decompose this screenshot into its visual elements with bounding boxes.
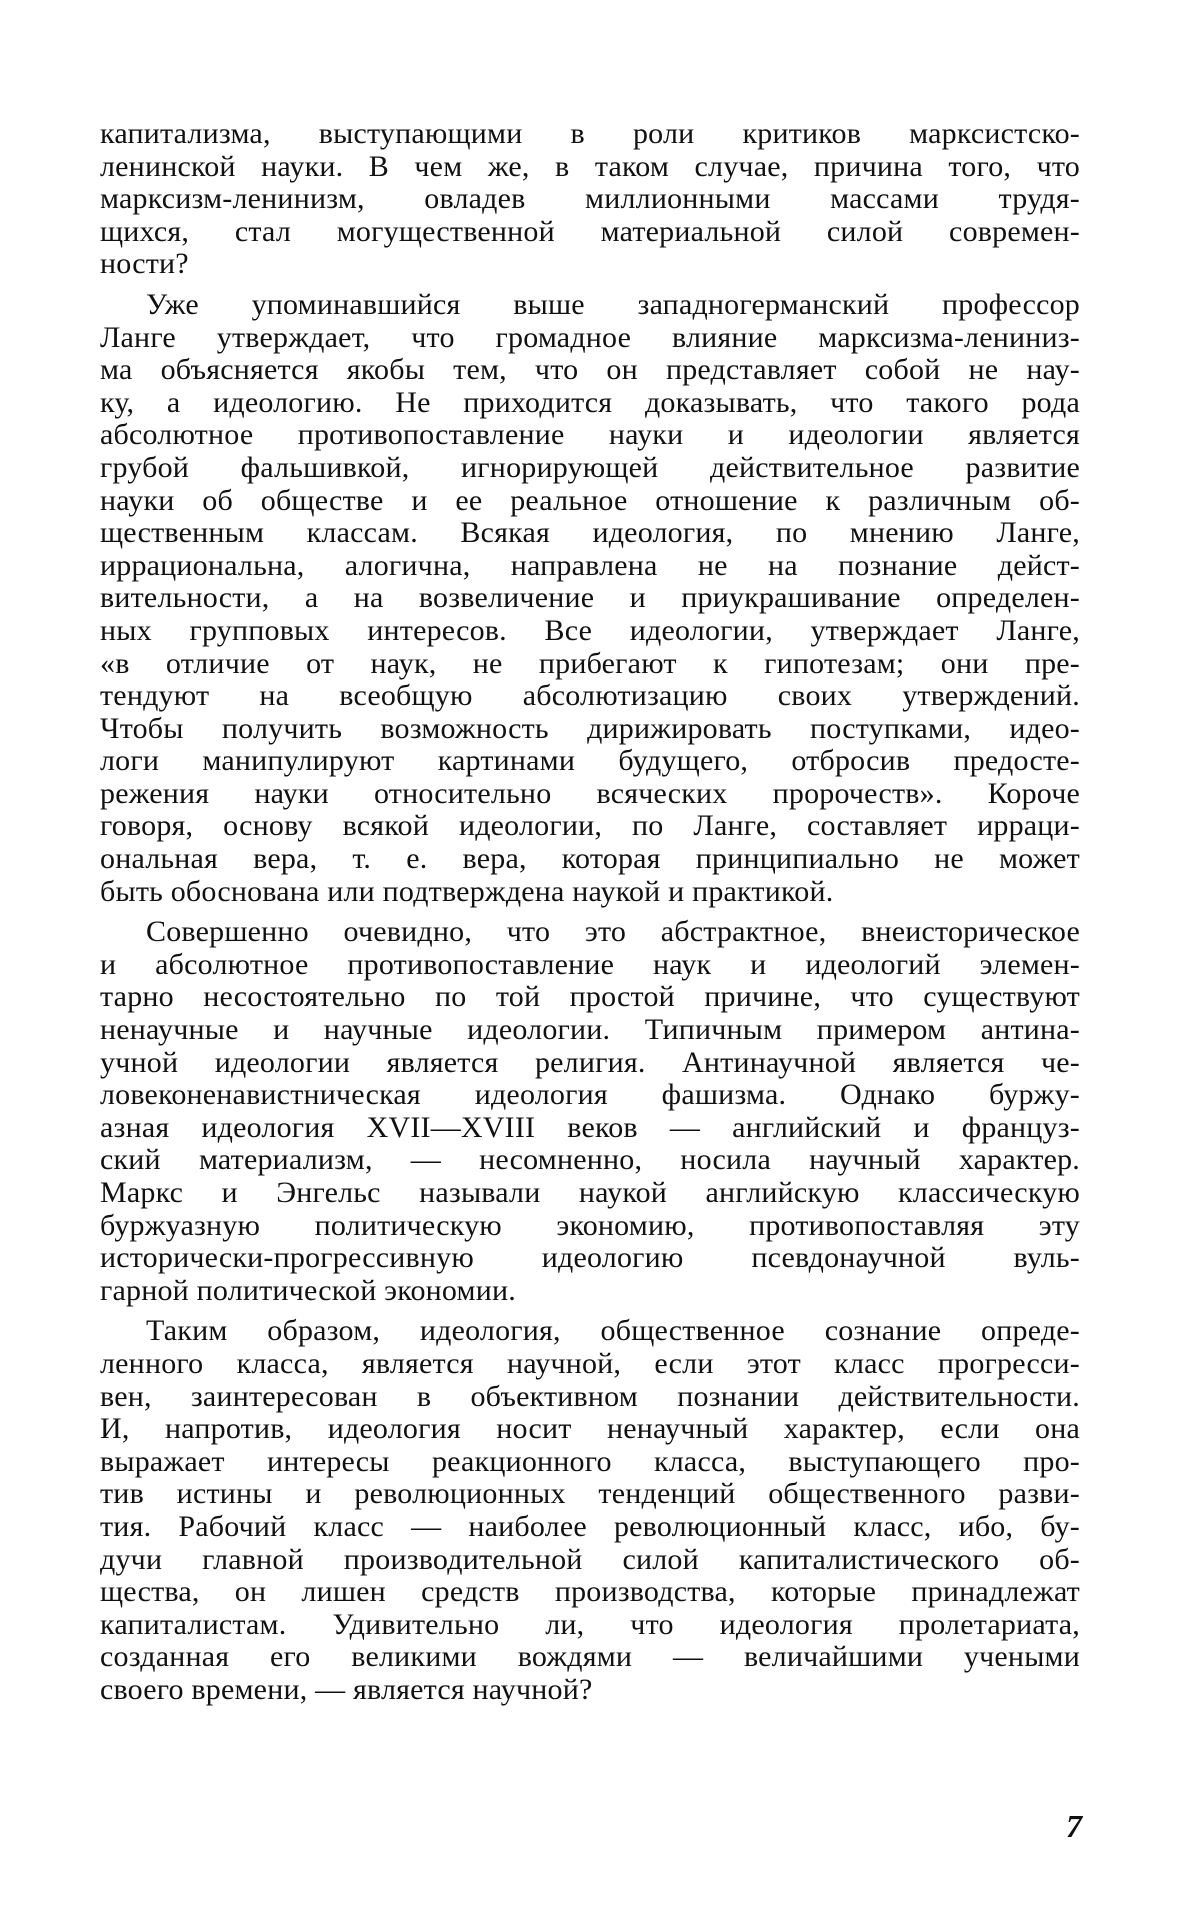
- text-line: ловеконенавистническая идеология фашизма. Однако буржу-: [100, 1078, 1080, 1112]
- text-line: науки об обществе и ее реальное отношение к различным об-: [100, 483, 1080, 517]
- text-line: созданная его великими вождями — величайшими учеными: [100, 1640, 1080, 1674]
- text-line: вен, заинтересован в объективном познании действительности.: [100, 1379, 1080, 1413]
- text-line: вительности, а на возвеличение и приукрашивание определен-: [100, 581, 1080, 615]
- text-line: капитализма, выступающими в роли критиков марксистско-: [100, 117, 1080, 150]
- paragraph-1: [100, 118, 1080, 281]
- text-line: исторически-прогрессивную идеологию псевдонаучной вуль-: [100, 1241, 1080, 1275]
- text-line: ский материализм, — несомненно, носила научный характер.: [100, 1143, 1080, 1177]
- page-body: [100, 118, 1080, 1707]
- text-line: капиталистам. Удивительно ли, что идеология пролетариата,: [100, 1607, 1080, 1641]
- text-line: Совершенно очевидно, что это абстрактное, внеисторическое: [146, 915, 1080, 949]
- text-line: учной идеологии является религия. Антинаучной является че-: [100, 1045, 1080, 1079]
- text-line: ных групповых интересов. Все идеологии, утверждает Ланге,: [100, 613, 1080, 647]
- text-line: щественным классам. Всякая идеология, по мнению Ланге,: [100, 516, 1080, 550]
- text-line: говоря, основу всякой идеологии, по Ланге, составляет ирраци-: [100, 809, 1080, 843]
- text-line: Уже упоминавшийся выше западногерманский профессор: [146, 287, 1080, 321]
- text-line: И, напротив, идеология носит ненаучный характер, если она: [100, 1412, 1080, 1446]
- text-line: ку, а идеологию. Не приходится доказывать, что такого рода: [100, 385, 1080, 419]
- text-line: абсолютное противопоставление науки и идеологии является: [100, 418, 1080, 452]
- text-line: гарной политической экономии.: [100, 1273, 516, 1307]
- page-number: 7: [1066, 1808, 1082, 1844]
- text-line: ненаучные и научные идеологии. Типичным примером антина-: [100, 1013, 1080, 1047]
- text-line: ональная вера, т. е. вера, которая принципиально не может: [100, 842, 1080, 876]
- text-line: Чтобы получить возможность дирижировать поступками, идео-: [100, 711, 1080, 745]
- text-line: марксизм-ленинизм, овладев миллионными массами трудя-: [100, 182, 1080, 216]
- text-line: грубой фальшивкой, игнорирующей действительное развитие: [100, 450, 1080, 484]
- paragraph-3: [100, 916, 1080, 1307]
- text-line: тендуют на всеобщую абсолютизацию своих утверждений.: [100, 679, 1080, 713]
- text-line: режения науки относительно всяческих пророчеств». Короче: [100, 776, 1080, 810]
- text-line: быть обоснована или подтверждена наукой и практикой.: [100, 874, 834, 908]
- text-line: дучи главной производительной силой капиталистического об-: [100, 1542, 1080, 1576]
- text-line: ности?: [100, 247, 189, 281]
- text-line: тарно несостоятельно по той простой причине, что существуют: [100, 980, 1080, 1014]
- text-line: своего времени, — является научной?: [100, 1672, 593, 1706]
- text-line: выражает интересы реакционного класса, выступающего про-: [100, 1444, 1080, 1478]
- text-line: логи манипулируют картинами будущего, отбросив предосте-: [100, 744, 1080, 778]
- text-line: Ланге утверждает, что громадное влияние марксизма-лениниз-: [100, 320, 1080, 354]
- text-line: буржуазную политическую экономию, противопоставляя эту: [100, 1208, 1080, 1242]
- text-line: и абсолютное противопоставление наук и идеологий элемен-: [100, 947, 1080, 981]
- text-line: ленинской науки. В чем же, в таком случае, причина того, что: [100, 149, 1080, 183]
- text-line: щихся, стал могущественной материальной силой современ-: [100, 214, 1080, 248]
- text-line: иррациональна, алогична, направлена не на познание дейст-: [100, 548, 1080, 582]
- text-line: ма объясняется якобы тем, что он представляет собой не нау-: [100, 353, 1080, 387]
- text-line: «в отличие от наук, не прибегают к гипотезам; они пре-: [100, 646, 1080, 680]
- text-line: ленного класса, является научной, если этот класс прогресси-: [100, 1346, 1080, 1380]
- paragraph-2: [100, 289, 1080, 908]
- paragraph-4: [100, 1315, 1080, 1706]
- text-line: щества, он лишен средств производства, которые принадлежат: [100, 1575, 1080, 1609]
- text-line: тив истины и революционных тенденций общественного разви-: [100, 1477, 1080, 1511]
- text-line: азная идеология XVII—XVIII веков — английский и француз-: [100, 1110, 1080, 1144]
- text-line: Таким образом, идеология, общественное сознание опреде-: [146, 1314, 1080, 1348]
- text-line: Маркс и Энгельс называли наукой английскую классическую: [100, 1176, 1080, 1209]
- text-line: тия. Рабочий класс — наиболее революционный класс, ибо, бу-: [100, 1509, 1080, 1543]
